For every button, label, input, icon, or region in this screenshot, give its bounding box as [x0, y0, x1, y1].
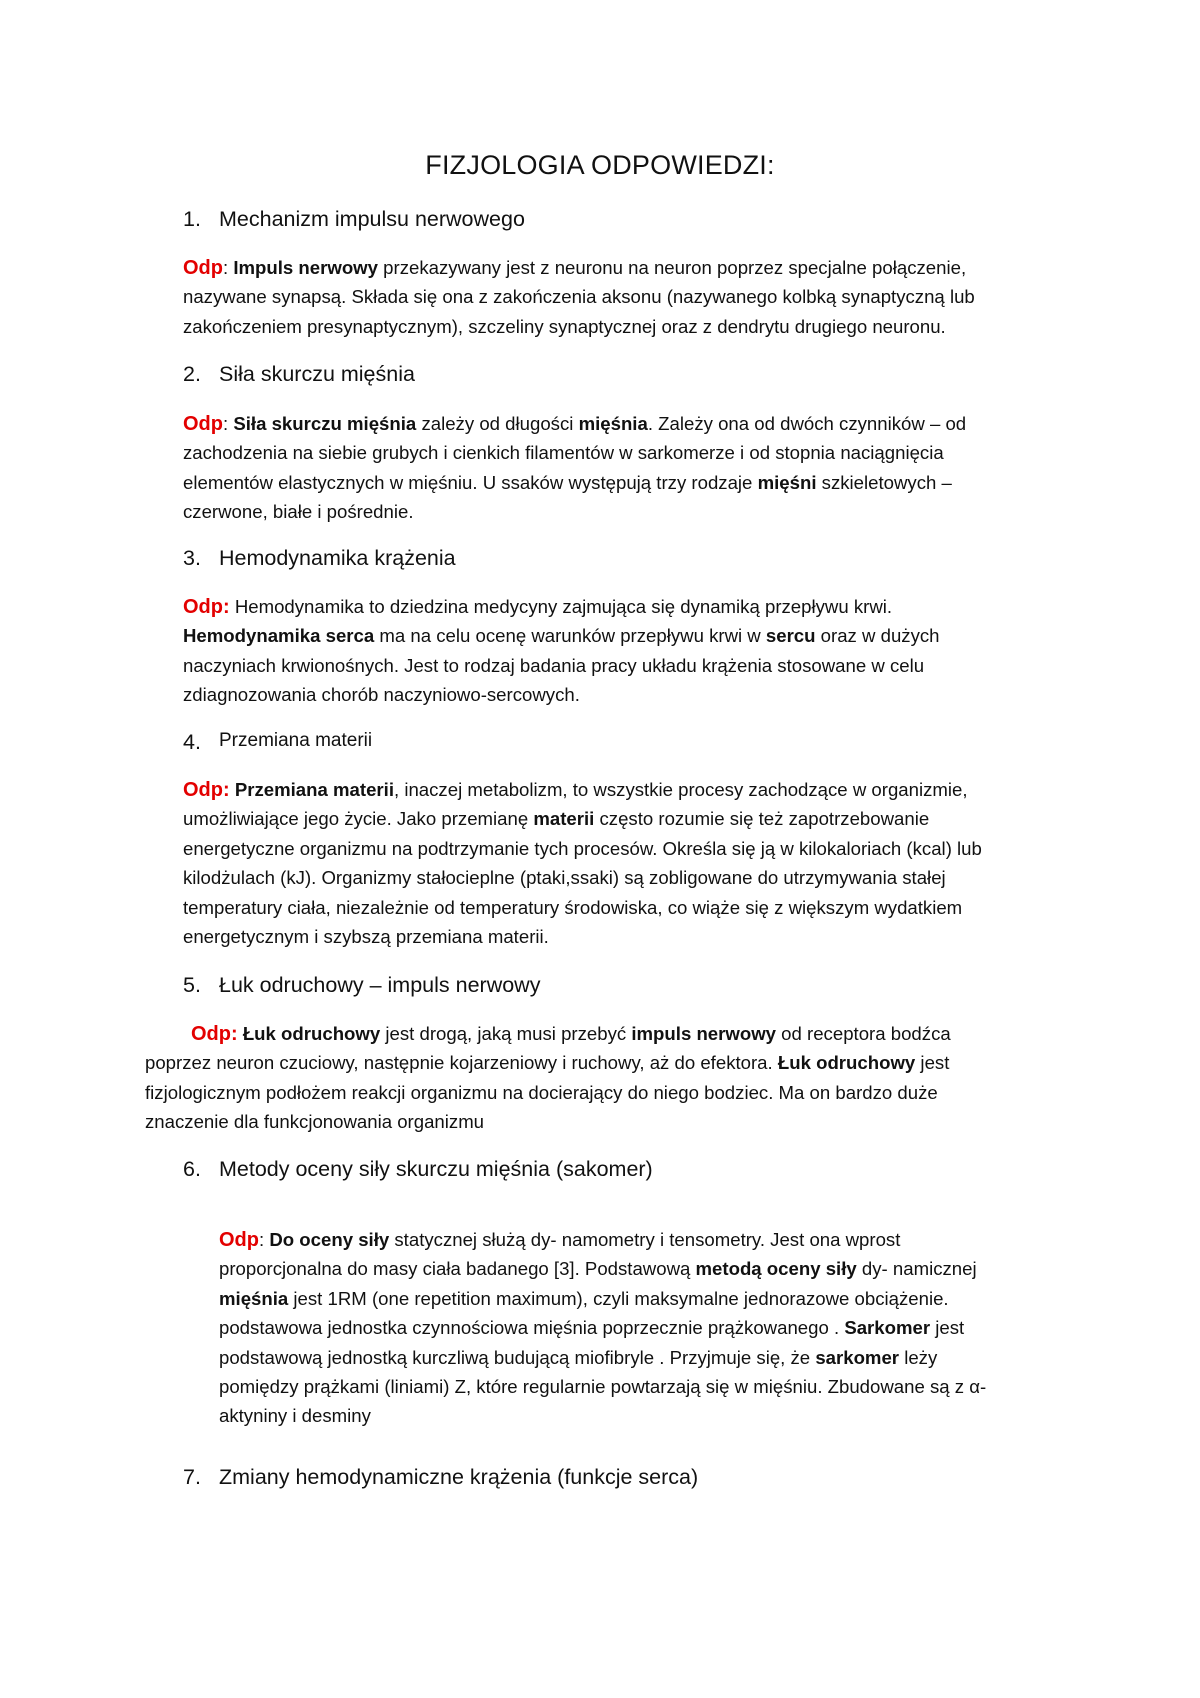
text-run: aktyniny i desminy	[219, 1405, 371, 1427]
paragraph-line	[183, 922, 982, 951]
answer-label: Odp:	[183, 779, 230, 801]
paragraph-line	[219, 1284, 986, 1313]
paragraph-line	[183, 253, 975, 282]
section-number: 7.	[183, 1465, 201, 1489]
text-run: często rozumie się też zapotrzebowanie	[594, 808, 930, 830]
text-run: pomiędzy prążkami (liniami) Z, które regularnie powtarzają się w mięśniu. Zbudowane są z α-	[219, 1375, 987, 1397]
bold-term: Przemiana materii	[234, 779, 394, 800]
section-title: Mechanizm impulsu nerwowego	[219, 207, 525, 231]
paragraph-line	[183, 409, 966, 438]
text-run: :	[223, 413, 234, 434]
bold-term: Impuls nerwowy	[233, 257, 378, 278]
text-run: jest drogą, jaką musi przebyć	[380, 1023, 632, 1044]
answer-label: Odp:	[191, 1023, 238, 1045]
text-run: czerwone, białe i pośrednie.	[183, 501, 414, 523]
section-title: Zmiany hemodynamiczne krążenia (funkcje serca)	[219, 1465, 699, 1489]
paragraph-line	[183, 680, 940, 709]
text-run: . Zależy ona od dwóch czynników – od	[647, 413, 967, 434]
text-run: podstawową jednostką kurczliwą budującą miofibryle . Przyjmuje się, że	[219, 1346, 816, 1368]
paragraph-line	[145, 1048, 951, 1077]
bold-term: mięśnia	[219, 1287, 289, 1309]
text-run: podstawowa jednostka czynnościowa mięśnia poprzecznie prążkowanego .	[219, 1317, 845, 1339]
text-run: jest	[930, 1317, 965, 1339]
section-title: Łuk odruchowy – impuls nerwowy	[219, 973, 541, 997]
bold-term: Hemodynamika serca	[183, 625, 375, 647]
paragraph-line	[145, 1078, 951, 1107]
text-run: :	[223, 257, 234, 278]
answer-label: Odp	[219, 1229, 259, 1251]
answer-paragraph	[183, 592, 940, 710]
answer-label: Odp	[183, 413, 223, 435]
answer-label: Odp:	[183, 596, 230, 618]
text-run: Hemodynamika to dziedzina medycyny zajmująca się dynamiką przepływu krwi.	[229, 596, 893, 617]
text-run: oraz w dużych	[815, 625, 940, 647]
paragraph-line	[183, 893, 982, 922]
paragraph-line	[219, 1343, 986, 1372]
section-number: 5.	[183, 973, 201, 997]
text-run: jest	[915, 1052, 950, 1074]
section-number: 3.	[183, 546, 201, 570]
text-run: szkieletowych –	[816, 471, 952, 493]
answer-label: Odp	[183, 257, 223, 279]
paragraph-line	[183, 592, 940, 621]
text-run: dy- namicznej	[856, 1258, 977, 1280]
text-run: przekazywany jest z neuronu na neuron poprzez specjalne połączenie,	[378, 257, 967, 278]
section-number: 4.	[183, 730, 201, 754]
paragraph-line	[183, 804, 982, 833]
paragraph-line	[219, 1225, 986, 1254]
bold-term: impuls nerwowy	[631, 1023, 777, 1044]
answer-paragraph	[219, 1225, 986, 1431]
text-run: leży	[899, 1346, 938, 1368]
paragraph-line	[183, 863, 982, 892]
bold-term: Łuk odruchowy	[777, 1052, 916, 1074]
paragraph-line	[183, 438, 966, 467]
answer-paragraph	[145, 1019, 951, 1137]
text-run: zależy od długości	[416, 413, 579, 434]
paragraph-line	[183, 651, 940, 680]
text-run: , inaczej metabolizm, to wszystkie procesy zachodzące w organizmie,	[393, 779, 968, 800]
text-run: umożliwiające jego życie. Jako przemianę	[183, 808, 534, 830]
paragraph-line	[219, 1372, 986, 1401]
text-run: zakończeniem presynaptycznym), szczeliny synaptycznej oraz z dendrytu drugiego neuronu.	[183, 315, 946, 337]
answer-paragraph	[183, 253, 975, 341]
text-run: ma na celu ocenę warunków przepływu krwi w	[374, 625, 766, 647]
section-title: Siła skurczu mięśnia	[219, 362, 415, 386]
bold-term: sarkomer	[815, 1346, 900, 1368]
text-run: :	[259, 1229, 270, 1250]
paragraph-line	[183, 775, 982, 804]
answer-paragraph	[183, 409, 966, 527]
paragraph-line	[145, 1107, 951, 1136]
text-run: naczyniach krwionośnych. Jest to rodzaj badania pracy układu krążenia stosowane w celu	[183, 654, 925, 676]
text-run: temperatury ciała, niezależnie od temperatury środowiska, co wiąże się z większym wydatkiem	[183, 896, 963, 918]
section-title: Przemiana materii	[219, 730, 373, 751]
text-run: fizjologicznym podłożem reakcji organizmu na docierający do niego bodziec. Ma on bardzo duże	[145, 1081, 938, 1103]
bold-term: materii	[533, 808, 595, 830]
section-number: 1.	[183, 207, 201, 231]
paragraph-line	[183, 282, 975, 311]
text-run: elementów elastycznych w mięśniu. U ssaków występują trzy rodzaje	[183, 471, 758, 493]
answer-paragraph	[183, 775, 982, 951]
paragraph-line	[183, 497, 966, 526]
section-number: 2.	[183, 362, 201, 386]
paragraph-line	[183, 621, 940, 650]
text-run: nazywane synapsą. Składa się ona z zakończenia aksonu (nazywanego kolbką synaptyczną lub	[183, 286, 975, 308]
bold-term: metodą oceny siły	[695, 1258, 857, 1280]
text-run: energetycznym i szybszą przemiana materii.	[183, 925, 549, 947]
section-title: Metody oceny siły skurczu mięśnia (sakomer)	[219, 1157, 653, 1181]
paragraph-line	[219, 1254, 986, 1283]
paragraph-line	[183, 312, 975, 341]
paragraph-line	[219, 1401, 986, 1430]
text-run: poprzez neuron czuciowy, następnie kojarzeniowy i ruchowy, aż do efektora.	[145, 1052, 778, 1074]
paragraph-line	[183, 834, 982, 863]
paragraph-line	[145, 1019, 951, 1048]
text-run: zachodzenia na siebie grubych i cienkich filamentów w sarkomerze i od stopnia naciągnięcia	[183, 442, 944, 464]
section-number: 6.	[183, 1157, 201, 1181]
text-run: energetyczne organizmu na podtrzymanie tych procesów. Określa się ją w kilokaloriach (kcal) lub	[183, 837, 982, 859]
text-run: zdiagnozowania chorób naczyniowo-sercowych.	[183, 684, 580, 706]
text-run: jest 1RM (one repetition maximum), czyli maksymalne jednorazowe obciążenie.	[288, 1287, 949, 1309]
paragraph-line	[183, 468, 966, 497]
bold-term: mięśni	[757, 471, 817, 493]
bold-term: Do oceny siły	[269, 1229, 390, 1250]
bold-term: sercu	[765, 625, 816, 647]
text-run: proporcjonalna do masy ciała badanego [3]. Podstawową	[219, 1258, 696, 1280]
bold-term: mięśnia	[578, 413, 648, 434]
text-run: znaczenie dla funkcjonowania organizmu	[145, 1111, 485, 1133]
bold-term: Sarkomer	[844, 1317, 931, 1339]
bold-term: Łuk odruchowy	[242, 1023, 381, 1044]
text-run: kilodżulach (kJ). Organizmy stałocieplne (ptaki,ssaki) są zobligowane do utrzymywania stałej	[183, 867, 946, 889]
bold-term: Siła skurczu mięśnia	[233, 413, 417, 434]
page-title: FIZJOLOGIA ODPOWIEDZI:	[425, 150, 775, 180]
section-title: Hemodynamika krążenia	[219, 546, 456, 570]
text-run: statycznej służą dy- namometry i tensometry. Jest ona wprost	[389, 1229, 901, 1250]
text-run: od receptora bodźca	[776, 1023, 951, 1044]
paragraph-line	[219, 1313, 986, 1342]
